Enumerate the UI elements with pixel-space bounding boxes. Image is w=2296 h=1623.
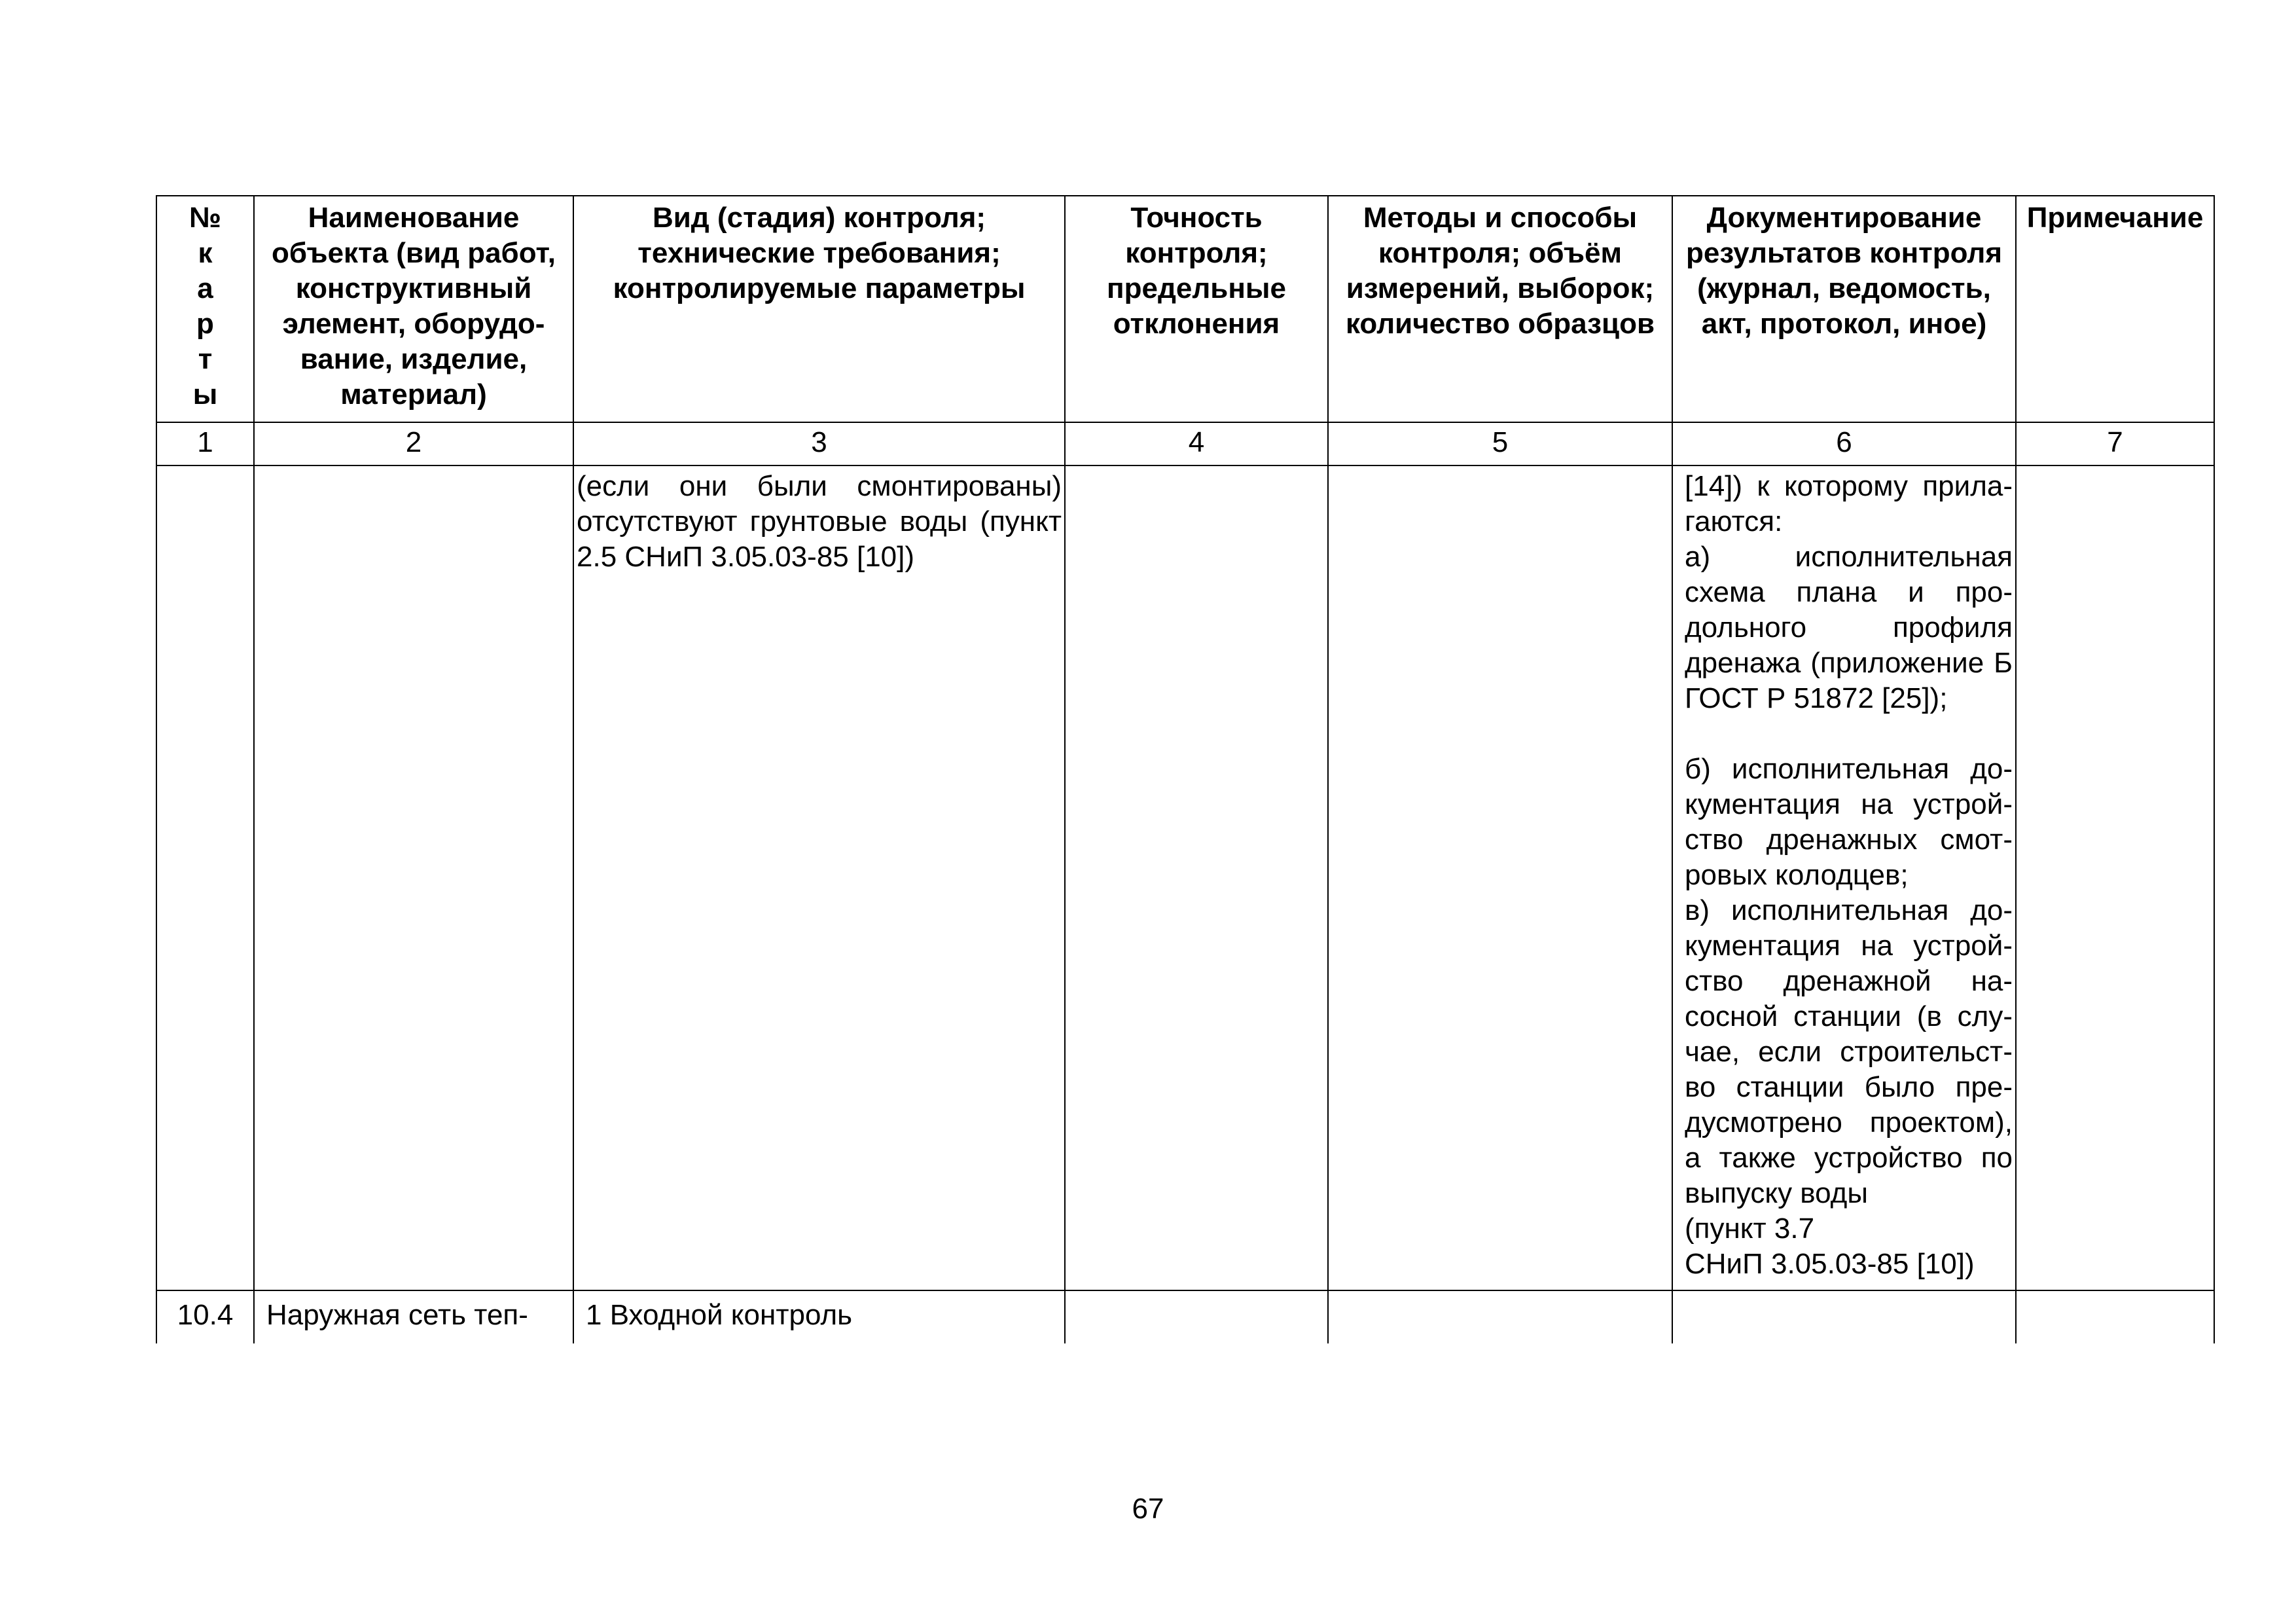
doc-paragraph-b: б) исполнительная до-кументация на устрой-ство дренажных смот-ровых колодцев; [1685, 753, 2013, 891]
cell-methods [1328, 465, 1672, 1290]
header-methods: Методы и способы контроля; объём измерений, выборок; количество образцов [1328, 196, 1672, 422]
column-number: 2 [254, 422, 573, 465]
column-number: 3 [573, 422, 1065, 465]
doc-paragraph-ref-2: СНиП 3.05.03-85 [10]) [1685, 1248, 1975, 1280]
cell-note [2016, 465, 2214, 1290]
cell-accuracy [1065, 1290, 1328, 1343]
column-number: 4 [1065, 422, 1328, 465]
cell-object-name [254, 465, 573, 1290]
column-number: 5 [1328, 422, 1672, 465]
cell-documentation [1672, 465, 2016, 1290]
header-object-name: Наименование объекта (вид работ, конструктивный элемент, оборудо-вание, изделие, материал) [254, 196, 573, 422]
header-documentation: Документирование результатов контроля (журнал, ведомость, акт, протокол, иное) [1672, 196, 2016, 422]
page-number: 67 [1132, 1493, 1164, 1525]
cell-note [2016, 1290, 2214, 1343]
doc-paragraph-c: в) исполнительная до-кументация на устрой-ство дренажной на-сосной станции (в слу-чае, если строительст-во станции было пре-дусмотрено проектом), а также устройство по выпуску воды [1685, 894, 2013, 1209]
column-number-row [156, 422, 2214, 465]
cell-card-number [156, 465, 254, 1290]
doc-paragraph-a: а) исполнительная схема плана и про-дольного профиля дренажа (приложение Б ГОСТ Р 51872 [25]); [1685, 541, 2013, 714]
column-number: 7 [2016, 422, 2214, 465]
cell-accuracy [1065, 465, 1328, 1290]
cell-documentation [1672, 1290, 2016, 1343]
table-row [156, 1290, 2214, 1343]
column-number: 6 [1672, 422, 2016, 465]
header-row [156, 196, 2214, 422]
header-accuracy: Точность контроля; предельные отклонения [1065, 196, 1328, 422]
header-card-number: № к а р т ы [156, 196, 254, 422]
table-row [156, 465, 2214, 1290]
cell-control-type: 1 Входной контроль [573, 1290, 1065, 1343]
cell-card-number: 10.4 [156, 1290, 254, 1343]
header-control-type: Вид (стадия) контроля; технические требования; контролируемые параметры [573, 196, 1065, 422]
cell-object-name: Наружная сеть теп- [254, 1290, 573, 1343]
header-note: Примечание [2016, 196, 2214, 422]
doc-paragraph-intro: [14]) к которому прила-гаются: [1685, 470, 2013, 538]
inspection-table [156, 195, 2215, 1343]
doc-paragraph-ref-1: (пункт 3.7 [1685, 1213, 1815, 1245]
cell-control-type: (если они были смонтированы) отсутствуют грунтовые воды (пункт 2.5 СНиП 3.05.03-85 [10]) [573, 465, 1065, 1290]
cell-methods [1328, 1290, 1672, 1343]
column-number: 1 [156, 422, 254, 465]
